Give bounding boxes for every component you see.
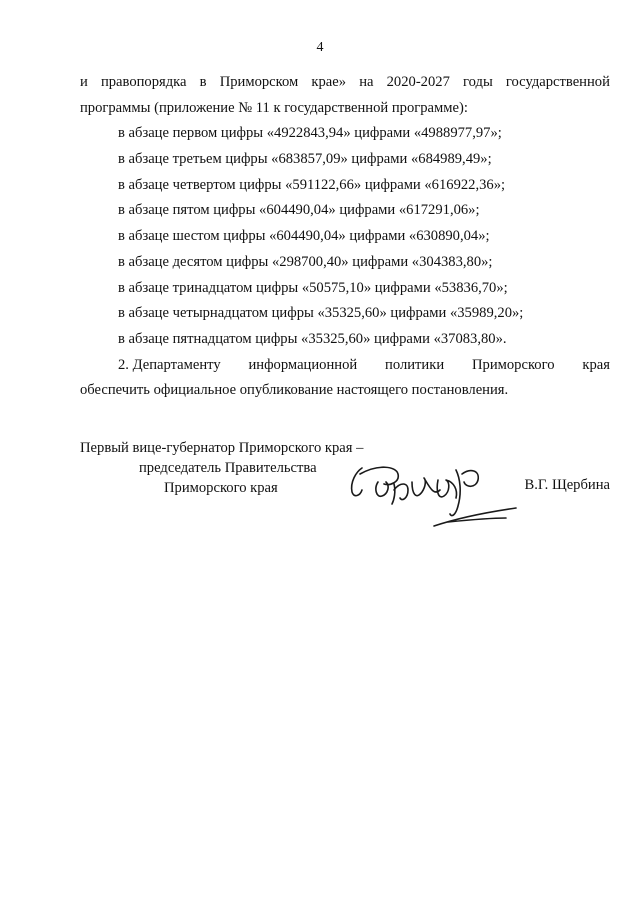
signatory-title-line-3: Приморского края [164, 480, 278, 496]
word: информационной [248, 356, 358, 373]
document-body [80, 70, 610, 404]
signature-block [80, 438, 610, 528]
paragraph-2-line-1 [80, 353, 610, 379]
paragraph-2-line-2: обеспечить официальное опубликование настоящего постановления. [80, 382, 509, 399]
word: политики [385, 356, 445, 373]
amendment-item: в абзаце четырнадцатом цифры «35325,60» цифрами «35989,20»; [118, 305, 524, 322]
amendment-item: в абзаце четвертом цифры «591122,66» цифрами «616922,36»; [118, 176, 506, 193]
word: в [199, 74, 207, 90]
signatory-title-line-1: Первый вице-губернатор Приморского края – [80, 440, 364, 456]
word: на [359, 74, 374, 90]
signatory-title-line-2: председатель Правительства [139, 460, 317, 476]
handwritten-signature [338, 452, 528, 530]
amendment-list [80, 121, 610, 352]
word: и [80, 74, 88, 90]
amendment-item: в абзаце первом цифры «4922843,94» цифрами «4988977,97»; [118, 125, 502, 142]
paragraph-1-line-2: программы (приложение № 11 к государственной программе): [80, 99, 468, 116]
word: 2020-2027 [386, 74, 450, 90]
word: крае» [311, 74, 347, 90]
paragraph-1-line-1 [80, 70, 610, 96]
page-number: 4 [316, 40, 324, 55]
amendment-item: в абзаце пятом цифры «604490,04» цифрами «617291,06»; [118, 202, 480, 219]
word: края [582, 356, 610, 373]
amendment-item: в абзаце десятом цифры «298700,40» цифрами «304383,80»; [118, 253, 493, 270]
word: правопорядка [100, 74, 187, 90]
amendment-item: в абзаце третьем цифры «683857,09» цифрами «684989,49»; [118, 151, 492, 168]
amendment-item: в абзаце шестом цифры «604490,04» цифрами «630890,04»; [118, 228, 490, 245]
amendment-item: в абзаце пятнадцатом цифры «35325,60» цифрами «37083,80». [118, 330, 507, 347]
word: 2. Департаменту [118, 356, 221, 373]
amendment-item: в абзаце тринадцатом цифры «50575,10» цифрами «53836,70»; [118, 279, 508, 296]
word: Приморском [219, 74, 299, 90]
word: годы [463, 74, 493, 90]
word: государственной [505, 74, 610, 90]
signatory-name: В.Г. Щербина [524, 477, 610, 493]
word: Приморского [472, 356, 555, 373]
